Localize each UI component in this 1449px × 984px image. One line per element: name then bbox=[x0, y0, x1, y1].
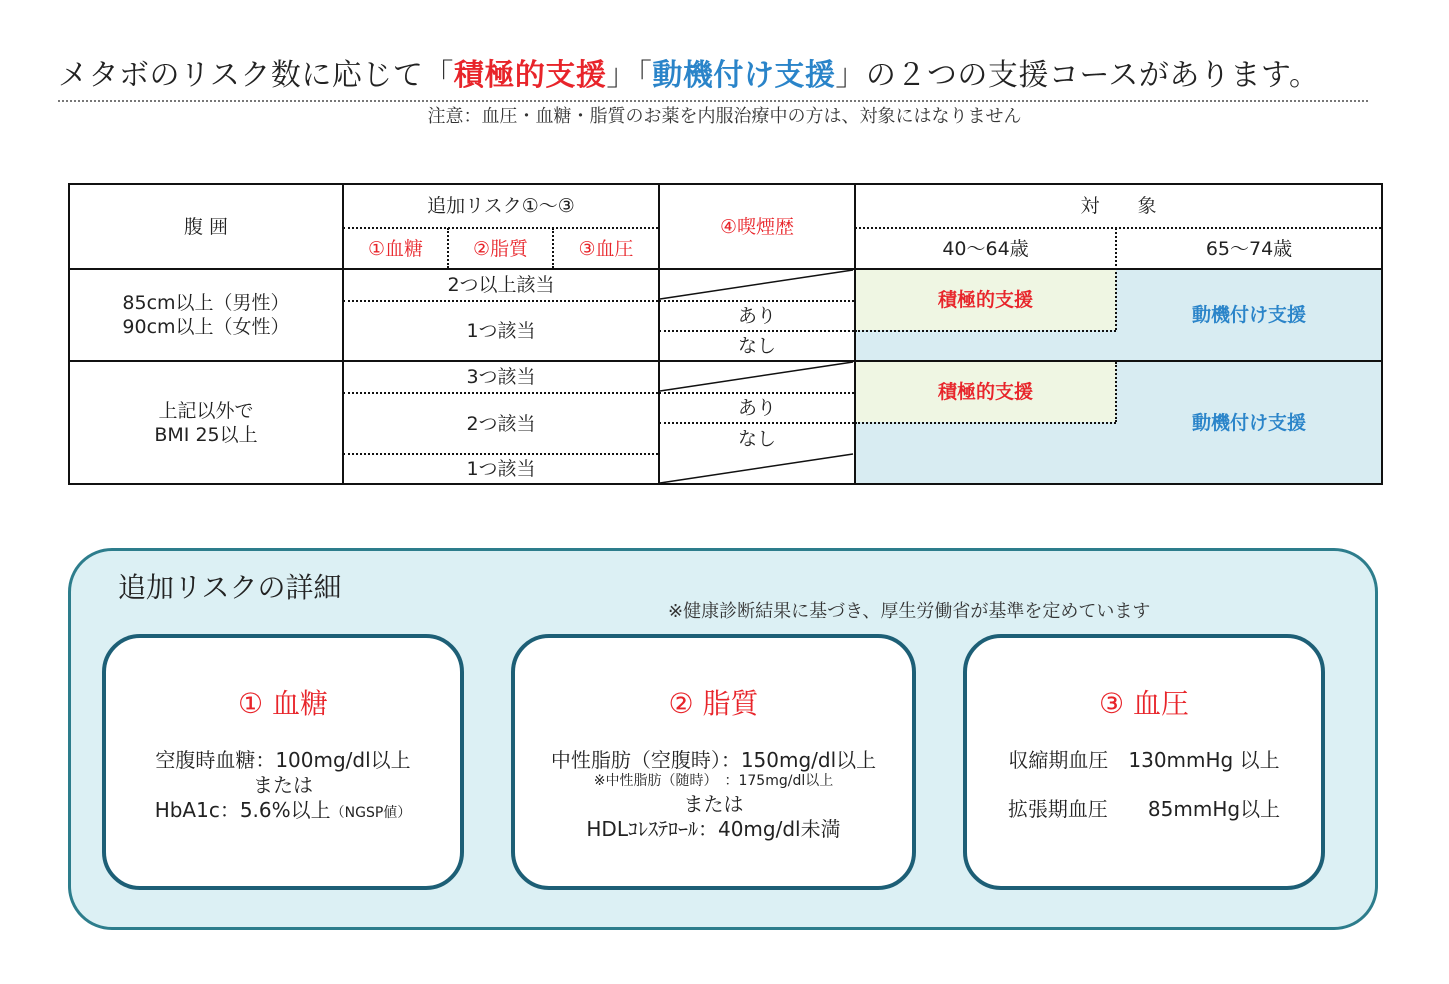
group2-smoke-yes: あり bbox=[737, 397, 776, 419]
group2-criteria-line1: 上記以外で bbox=[158, 399, 254, 422]
card-lipid-title: ② 脂質 bbox=[668, 687, 759, 720]
group1-smoke-no: なし bbox=[737, 335, 776, 357]
card-blood-glucose-line2: または bbox=[253, 773, 313, 797]
card-lipid-line3: または bbox=[683, 792, 744, 816]
header-risk-bp: ③血圧 bbox=[578, 237, 634, 260]
slash-g1 bbox=[660, 270, 853, 299]
group1-motivation-support: 動機付け支援 bbox=[1191, 304, 1306, 326]
header-waist: 腹 囲 bbox=[183, 215, 229, 238]
headline-term-motivation: 動機付け支援 bbox=[652, 58, 836, 93]
header-age-40-64: 40～64歳 bbox=[942, 237, 1029, 260]
headline-term-active: 積極的支援 bbox=[453, 58, 607, 93]
card-lipid-line2: ※中性脂肪（随時） ：175mg/dl以上 bbox=[593, 773, 834, 789]
card-blood-pressure-line1: 収縮期血圧 130mmHg 以上 bbox=[1008, 748, 1280, 772]
group1-criteria-line2: 90cm以上（女性） bbox=[122, 316, 290, 338]
group1-active-support: 積極的支援 bbox=[937, 289, 1033, 311]
header-risk-glucose: ①血糖 bbox=[367, 237, 424, 260]
group2-risk-1: 1つ該当 bbox=[466, 458, 536, 480]
header-risk-lipid: ②脂質 bbox=[472, 237, 529, 260]
group2-criteria-line2: BMI 25以上 bbox=[154, 423, 258, 446]
header-age-65-74: 65～74歳 bbox=[1205, 237, 1293, 260]
hba1c-criteria: HbA1c：5.6%以上 bbox=[154, 798, 331, 822]
group2-motivation-support: 動機付け支援 bbox=[1191, 411, 1306, 434]
headline-part2: 」「 bbox=[606, 58, 653, 93]
group1-criteria-line1: 85cm以上（男性） bbox=[122, 292, 290, 314]
header-smoking: ④喫煙歴 bbox=[719, 215, 795, 238]
group2-active-support: 積極的支援 bbox=[937, 381, 1033, 403]
group2-criteria bbox=[70, 362, 342, 483]
risk-detail-note: ※健康診断結果に基づき、厚生労働省が基準を定めています bbox=[668, 601, 1151, 622]
group1-risk-1: 1つ該当 bbox=[466, 320, 536, 342]
header-target: 対 象 bbox=[1080, 195, 1157, 217]
slash-g2-r3 bbox=[660, 454, 853, 483]
group2-smoke-no: なし bbox=[737, 427, 776, 450]
header-added-risk: 追加リスク①～③ bbox=[427, 195, 575, 217]
card-blood-pressure-title: ③ 血圧 bbox=[1098, 687, 1189, 720]
card-blood-glucose-title: ① 血糖 bbox=[237, 687, 328, 720]
risk-detail-title: 追加リスクの詳細 bbox=[118, 571, 342, 604]
card-blood-pressure bbox=[963, 634, 1325, 890]
slash-g2 bbox=[660, 362, 853, 391]
group2-risk-3: 3つ該当 bbox=[466, 366, 536, 388]
card-blood-glucose-line3 bbox=[106, 794, 460, 823]
card-lipid-line4: HDLｺﾚｽﾃﾛｰﾙ：40mg/dl未満 bbox=[586, 817, 841, 841]
group2-risk-2: 2つ該当 bbox=[466, 412, 536, 435]
card-lipid bbox=[511, 634, 916, 890]
exclusion-note: 注意：血圧・血糖・脂質のお薬を内服治療中の方は、対象にはなりません bbox=[427, 106, 1022, 127]
card-blood-glucose-line1: 空腹時血糖：100mg/dl以上 bbox=[155, 748, 411, 772]
card-blood-glucose bbox=[102, 634, 464, 890]
card-lipid-line1: 中性脂肪（空腹時）：150mg/dl以上 bbox=[550, 748, 877, 772]
card-blood-pressure-line2: 拡張期血圧 85mmHg以上 bbox=[1007, 797, 1281, 821]
ngsp-note: （NGSP値） bbox=[330, 805, 412, 821]
group1-risk-2plus: 2つ以上該当 bbox=[447, 274, 555, 296]
group1-criteria bbox=[70, 270, 342, 360]
group1-smoke-yes: あり bbox=[737, 305, 776, 327]
headline-part1: メタボのリスク数に応じて「 bbox=[58, 58, 454, 93]
headline-part3: 」の２つの支援コースがあります。 bbox=[835, 58, 1320, 93]
